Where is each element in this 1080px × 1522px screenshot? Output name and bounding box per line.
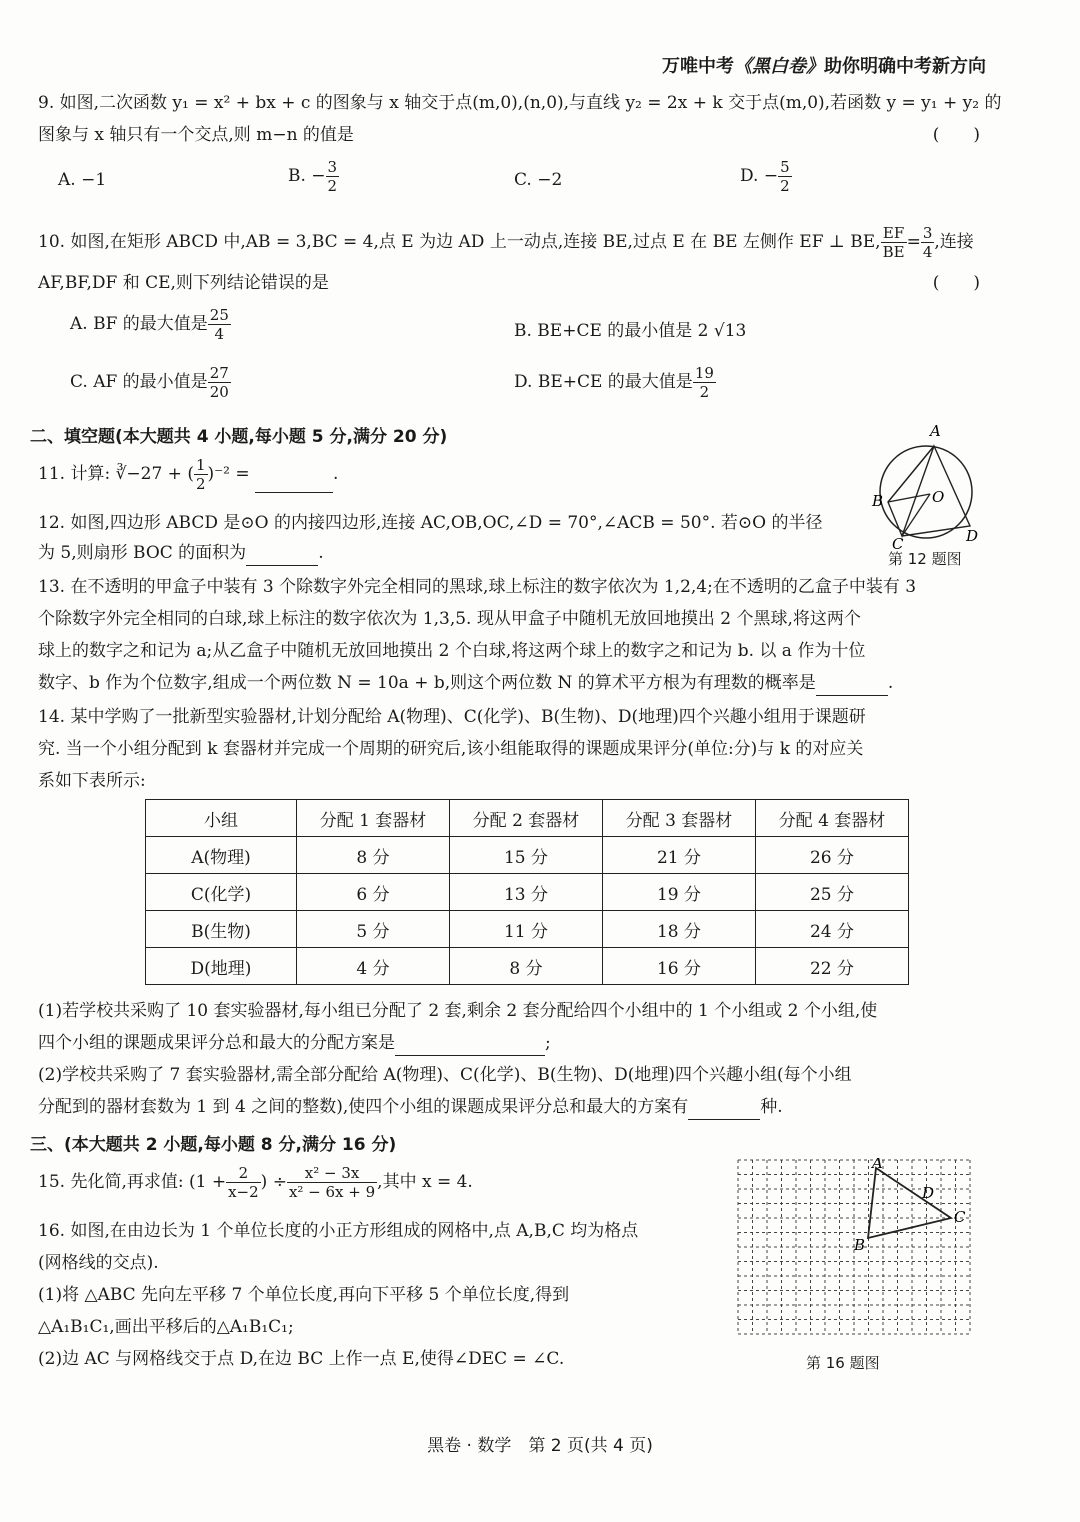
q10-line1 xyxy=(38,224,986,261)
table-cell: 22 分 xyxy=(756,948,909,985)
q12-segment-ab xyxy=(888,446,934,502)
q10-option-a xyxy=(70,306,231,343)
q16-part2: (2)边 AC 与网格线交于点 D,在边 BC 上作一点 E,使得∠DEC = ∠C. xyxy=(38,1349,565,1369)
table-cell: 8 分 xyxy=(450,948,603,985)
q14-part1-answer-blank[interactable] xyxy=(395,1055,545,1056)
q14-part2-line1: (2)学校共采购了 7 套实验器材,需全部分配给 A(物理)、C(化学)、B(生物)、D(地理)四个兴趣小组(每个小组 xyxy=(38,1065,852,1085)
q10-line1-end: ,连接 xyxy=(934,232,974,252)
q11 xyxy=(38,456,338,493)
table-cell: 26 分 xyxy=(756,837,909,874)
q13-line4 xyxy=(38,670,986,696)
q9-line1: 9. 如图,二次函数 y₁ = x² + bx + c 的图象与 x 轴交于点(m,0),(n,0),与直线 y₂ = 2x + k 交于点(m,0),若函数 y = y₁ + y₂ 的 xyxy=(38,93,1002,113)
q14-part2-end: 种. xyxy=(760,1097,783,1117)
q13-end: . xyxy=(887,673,894,693)
q10-val-num: 3 xyxy=(922,224,933,242)
q12-answer-blank[interactable] xyxy=(246,565,318,566)
q12-label-a: A xyxy=(930,422,941,440)
q13-line3: 球上的数字之和记为 a;从乙盒子中随机无放回地摸出 2 个白球,将这两个球上的数字之和记为 b. 以 a 作为十位 xyxy=(38,641,866,661)
table-header-cell: 小组 xyxy=(146,800,297,837)
q16-label-a: A xyxy=(872,1158,883,1172)
q10-option-a-den: 4 xyxy=(214,325,225,343)
q14-part1-end: ; xyxy=(545,1033,551,1053)
table-cell: 8 分 xyxy=(297,837,450,874)
section-2-title: 二、填空题(本大题共 4 小题,每小题 5 分,满分 20 分) xyxy=(30,427,448,447)
q11-num: 1 xyxy=(195,456,206,474)
table-cell: 24 分 xyxy=(756,911,909,948)
q16-figure-caption: 第 16 题图 xyxy=(806,1354,880,1372)
table-cell: A(物理) xyxy=(146,837,297,874)
table-cell: 11 分 xyxy=(450,911,603,948)
q9-answer-paren: ( ) xyxy=(932,125,980,145)
table-cell: 5 分 xyxy=(297,911,450,948)
q16-line1: 16. 如图,在由边长为 1 个单位长度的小正方形组成的网格中,点 A,B,C 均为格点 xyxy=(38,1221,639,1241)
q15-mid: ) ÷ xyxy=(260,1172,287,1192)
page-header xyxy=(662,52,986,78)
q12-line2 xyxy=(38,540,880,566)
q12-circle-figure xyxy=(868,420,988,550)
table-header-cell: 分配 4 套器材 xyxy=(756,800,909,837)
table-cell: D(地理) xyxy=(146,948,297,985)
q10-line1-text: 10. 如图,在矩形 ABCD 中,AB = 3,BC = 4,点 E 为边 AD 上一动点,连接 BE,过点 E 在 BE 左侧作 EF ⊥ BE, xyxy=(38,232,881,252)
table-cell: 4 分 xyxy=(297,948,450,985)
q14-part2-line2 xyxy=(38,1094,986,1120)
table-row xyxy=(146,874,909,911)
q16-part1-line1: (1)将 △ABC 先向左平移 7 个单位长度,再向下平移 5 个单位长度,得到 xyxy=(38,1285,570,1305)
q10-option-c-num: 27 xyxy=(209,364,229,382)
q15-pre: 15. 先化简,再求值: (1 + xyxy=(38,1172,227,1192)
q15 xyxy=(38,1164,473,1201)
q12-line1: 12. 如图,四边形 ABCD 是⊙O 的内接四边形,连接 AC,OB,OC,∠D = 70°,∠ACB = 50°. 若⊙O 的半径 xyxy=(38,513,823,533)
table-cell: 21 分 xyxy=(603,837,756,874)
q15-f1-num: 2 xyxy=(226,1164,261,1183)
q12-label-d: D xyxy=(966,527,979,545)
q14-line1: 14. 某中学购了一批新型实验器材,计划分配给 A(物理)、C(化学)、B(生物)、D(地理)四个兴趣小组用于课题研 xyxy=(38,707,866,727)
table-cell: 18 分 xyxy=(603,911,756,948)
page-footer: 黑卷 · 数学 第 2 页(共 4 页) xyxy=(427,1436,653,1456)
q11-pre: 11. 计算: ∛−27 + ( xyxy=(38,464,194,484)
q9-line2 xyxy=(38,122,986,148)
q12-label-b: B xyxy=(872,492,884,510)
q9-option-b xyxy=(288,158,339,195)
table-cell: 16 分 xyxy=(603,948,756,985)
q13-line4-text: 数字、b 作为个位数字,组成一个两位数 N = 10a + b,则这个两位数 N 的算术平方根为有理数的概率是 xyxy=(38,673,816,693)
q9-option-d xyxy=(740,158,792,195)
table-cell: C(化学) xyxy=(146,874,297,911)
q14-part1-text: 四个小组的课题成果评分总和最大的分配方案是 xyxy=(38,1033,395,1053)
q11-end: . xyxy=(333,464,339,484)
q12-line2-text: 为 5,则扇形 BOC 的面积为 xyxy=(38,543,247,563)
table-header-cell: 分配 3 套器材 xyxy=(603,800,756,837)
q10-line2-text: AF,BF,DF 和 CE,则下列结论错误的是 xyxy=(38,273,329,293)
table-header-cell: 分配 1 套器材 xyxy=(297,800,450,837)
q9-option-d-label: D. − xyxy=(740,166,779,186)
q10-eq: = xyxy=(906,232,921,252)
q9-option-c: C. −2 xyxy=(514,170,563,190)
q12-end: . xyxy=(318,543,324,563)
q10-frac-num: EF xyxy=(881,224,907,243)
q12-label-o: O xyxy=(932,488,945,506)
header-brand: 《黑白卷》 xyxy=(734,56,824,77)
q10-option-c-label: C. AF 的最小值是 xyxy=(70,372,208,392)
table-cell: 25 分 xyxy=(756,874,909,911)
q10-option-d-num: 19 xyxy=(694,364,714,382)
q10-line2 xyxy=(38,270,986,296)
q10-option-c xyxy=(70,364,231,401)
q14-part2-answer-blank[interactable] xyxy=(688,1119,760,1120)
q12-segment-oc xyxy=(902,494,930,536)
q16-line2: (网格线的交点). xyxy=(38,1253,159,1273)
table-cell: B(生物) xyxy=(146,911,297,948)
q12-figure-caption: 第 12 题图 xyxy=(888,550,962,568)
q11-den: 2 xyxy=(195,475,206,493)
q16-label-d: D xyxy=(922,1184,935,1202)
q16-grid-figure xyxy=(736,1158,984,1348)
q10-option-a-label: A. BF 的最大值是 xyxy=(70,314,208,334)
q13-answer-blank[interactable] xyxy=(816,695,888,696)
q10-option-c-den: 20 xyxy=(209,383,229,401)
table-header-cell: 分配 2 套器材 xyxy=(450,800,603,837)
q12-label-c: C xyxy=(892,535,904,550)
q15-f2-den: x² − 6x + 9 xyxy=(288,1183,376,1201)
table-cell: 19 分 xyxy=(603,874,756,911)
q15-f2-num: x² − 3x xyxy=(287,1164,377,1183)
q14-part2-text: 分配到的器材套数为 1 到 4 之间的整数),使四个小组的课题成果评分总和最大的方案有 xyxy=(38,1097,689,1117)
q14-line3: 系如下表所示: xyxy=(38,771,146,791)
q9-option-a: A. −1 xyxy=(58,170,107,190)
q9-option-d-num: 5 xyxy=(780,158,790,176)
q14-score-table xyxy=(145,799,909,985)
q11-answer-blank[interactable] xyxy=(255,492,333,493)
q15-f1-den: x−2 xyxy=(228,1183,259,1201)
q10-val-den: 4 xyxy=(922,243,933,261)
q9-option-b-den: 2 xyxy=(327,177,338,195)
q10-frac-den: BE xyxy=(882,243,905,261)
q9-line2-text: 图象与 x 轴只有一个交点,则 m−n 的值是 xyxy=(38,125,354,145)
q10-option-d-den: 2 xyxy=(699,383,710,401)
table-cell: 13 分 xyxy=(450,874,603,911)
q14-part1-line2 xyxy=(38,1030,986,1056)
header-post: 助你明确中考新方向 xyxy=(824,56,986,77)
table-row xyxy=(146,837,909,874)
table-row xyxy=(146,948,909,985)
q10-option-d-label: D. BE+CE 的最大值是 xyxy=(514,372,693,392)
section-3-title: 三、(本大题共 2 小题,每小题 8 分,满分 16 分) xyxy=(30,1135,397,1155)
q14-part1-line1: (1)若学校共采购了 10 套实验器材,每小组已分配了 2 套,剩余 2 套分配给四个小组中的 1 个小组或 2 个小组,使 xyxy=(38,1001,878,1021)
q11-post: )⁻² = xyxy=(207,464,250,484)
q12-circle xyxy=(880,446,972,538)
header-pre: 万唯中考 xyxy=(662,56,734,77)
q16-part1-line2: △A₁B₁C₁,画出平移后的△A₁B₁C₁; xyxy=(38,1317,294,1337)
q15-post: ,其中 x = 4. xyxy=(377,1172,473,1192)
q10-option-b: B. BE+CE 的最小值是 2 √13 xyxy=(514,321,747,341)
q14-line2: 究. 当一个小组分配到 k 套器材并完成一个周期的研究后,该小组能取得的课题成果评分(单位:分)与 k 的对应关 xyxy=(38,739,864,759)
q13-line2: 个除数字外完全相同的白球,球上标注的数字依次为 1,3,5. 现从甲盒子中随机无放回地摸出 2 个黑球,将这两个 xyxy=(38,609,861,629)
q13-line1: 13. 在不透明的甲盒子中装有 3 个除数字外完全相同的黑球,球上标注的数字依次为 1,2,4;在不透明的乙盒子中装有 3 xyxy=(38,577,917,597)
table-cell: 15 分 xyxy=(450,837,603,874)
table-row xyxy=(146,911,909,948)
q10-answer-paren: ( ) xyxy=(932,273,980,293)
q10-option-d xyxy=(514,364,716,401)
table-cell: 6 分 xyxy=(297,874,450,911)
q16-label-b: B xyxy=(854,1236,866,1254)
q16-label-c: C xyxy=(954,1208,966,1226)
q10-option-a-num: 25 xyxy=(209,306,229,324)
table-header-row xyxy=(146,800,909,837)
q9-option-b-num: 3 xyxy=(327,158,338,176)
q9-option-b-label: B. − xyxy=(288,166,326,186)
q9-option-d-den: 2 xyxy=(780,177,790,195)
